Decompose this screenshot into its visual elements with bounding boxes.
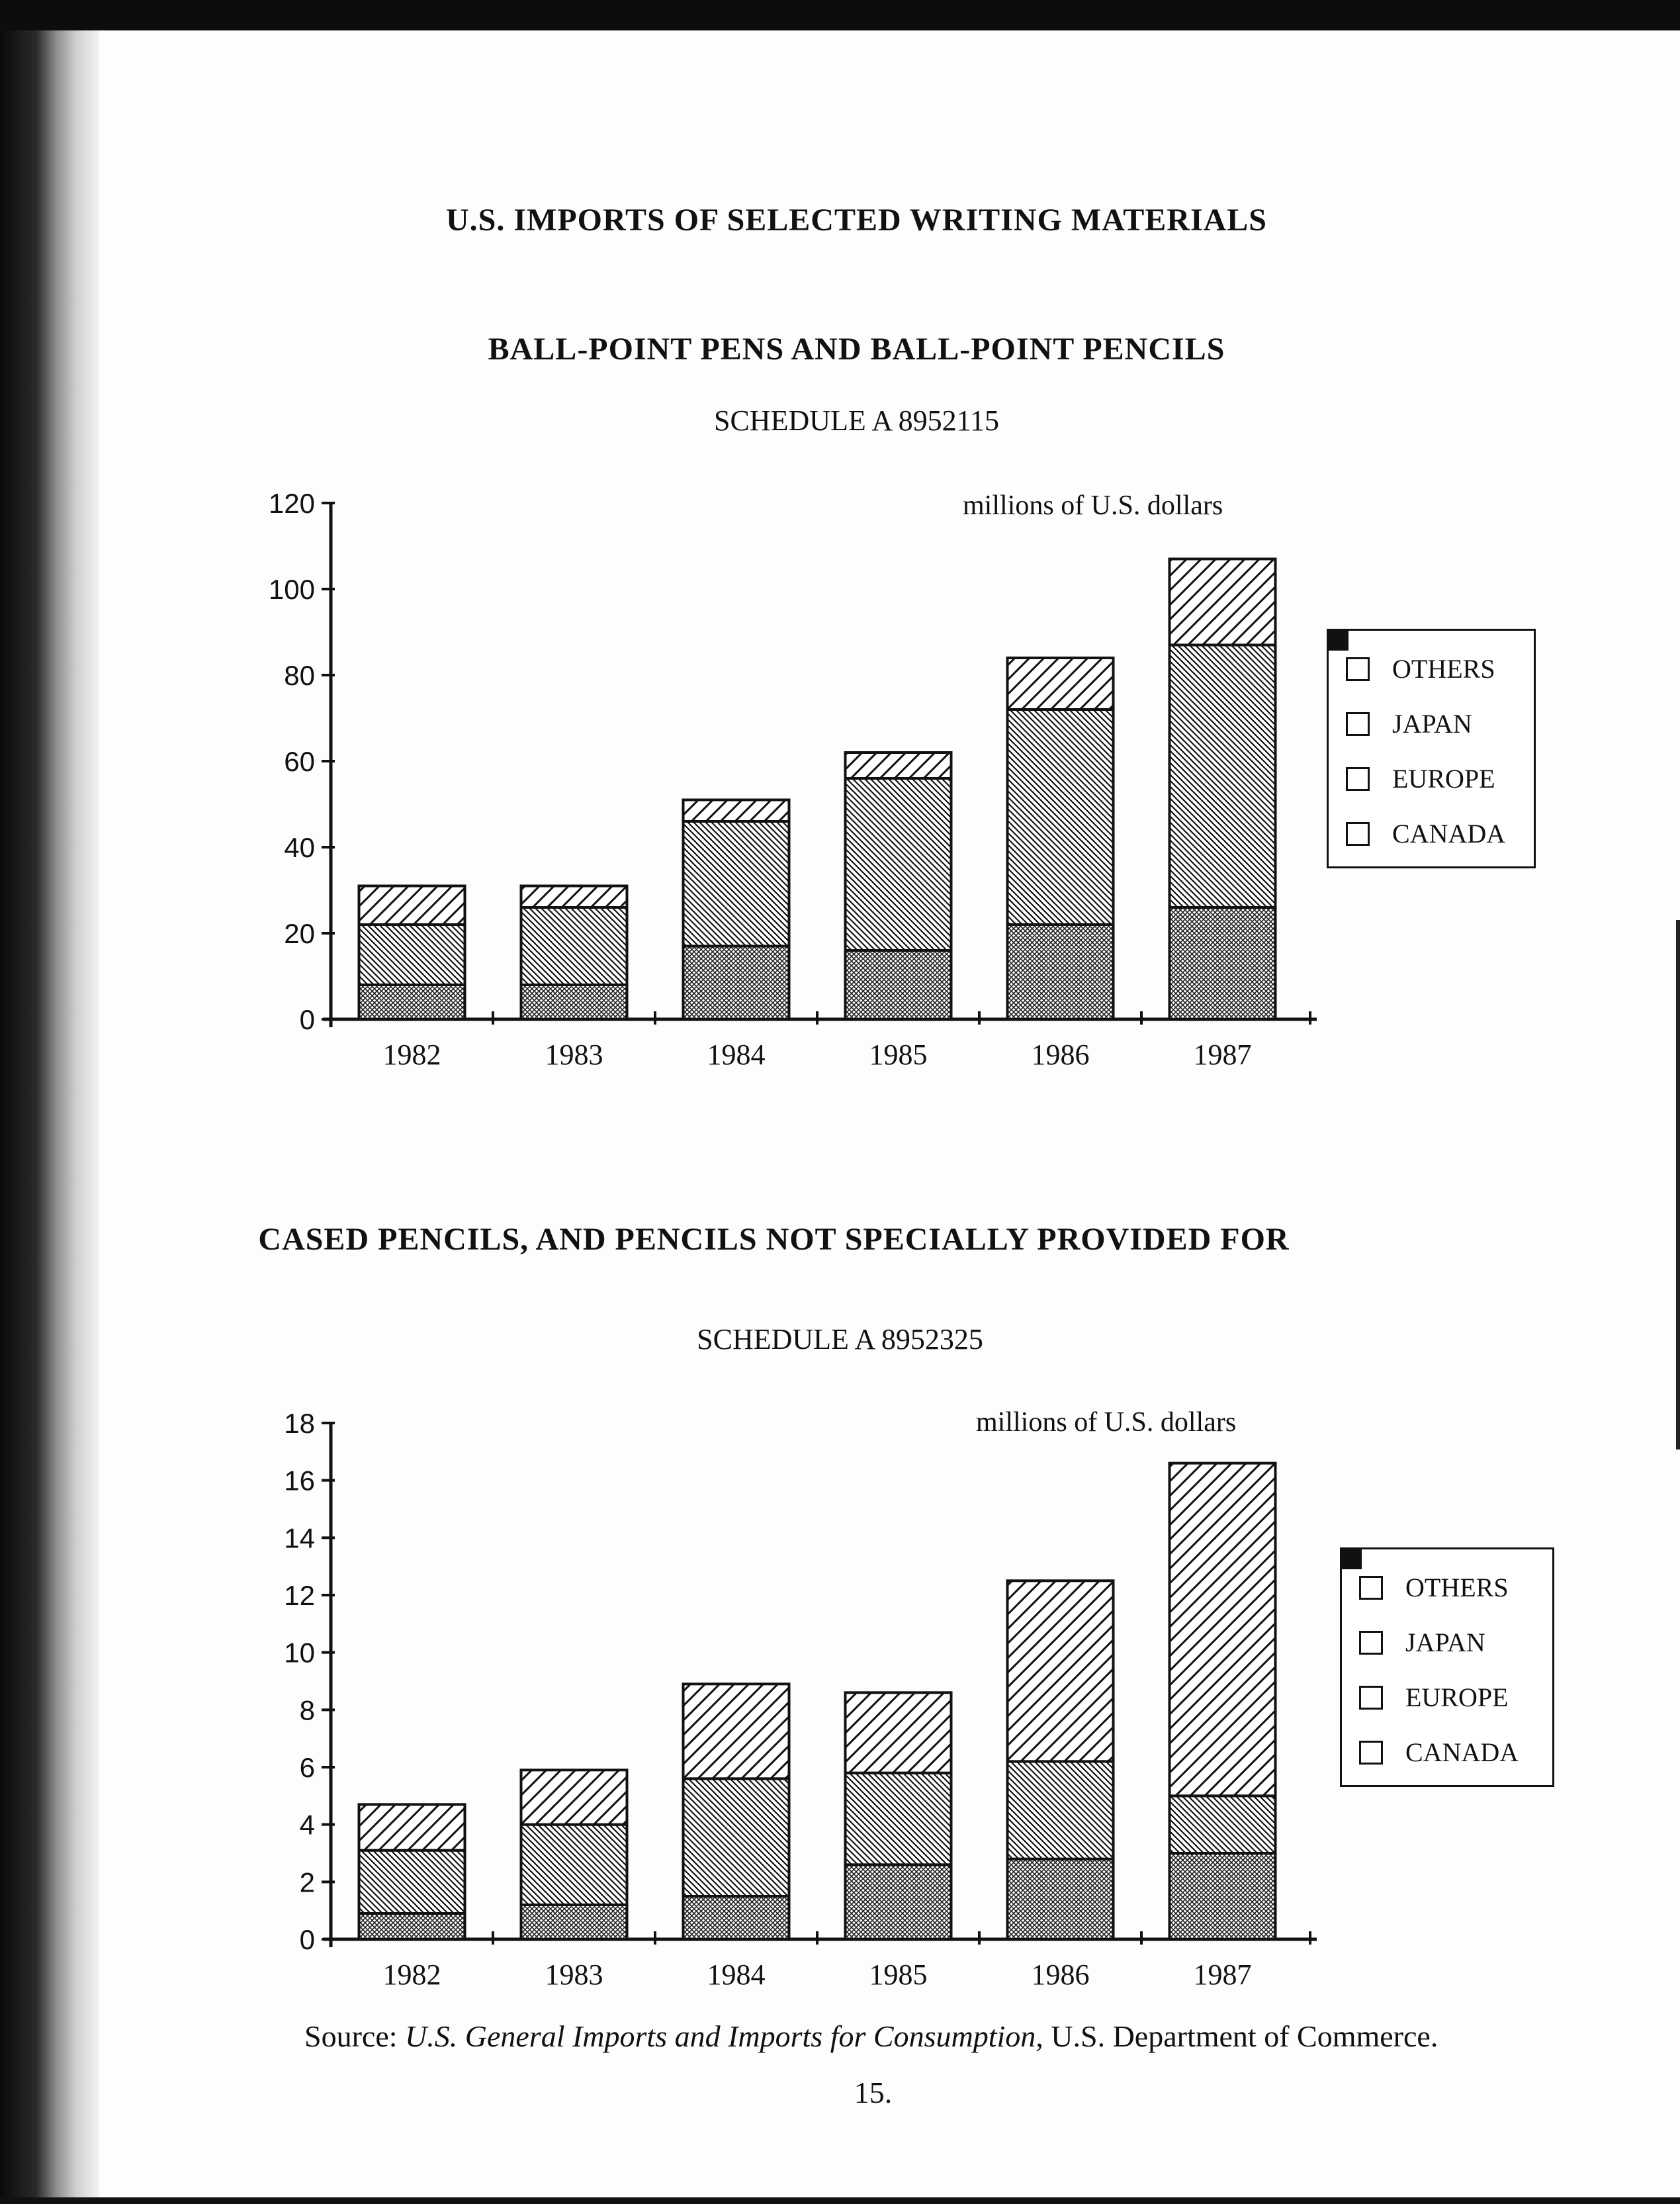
c1-bar-europe-1983 — [521, 985, 627, 1019]
c2-legend-label-others: OTHERS — [1405, 1573, 1509, 1602]
c1-bar-japan-1984 — [684, 821, 789, 946]
c2-bar-japan-1987 — [1170, 1796, 1276, 1853]
c2-y-tick-label: 14 — [284, 1522, 315, 1554]
c2-bar-europe-1983 — [521, 1905, 627, 1939]
c2-bar-others-1985 — [846, 1692, 951, 1772]
c1-bar-others-1984 — [684, 800, 789, 822]
c1-x-tick-label: 1985 — [869, 1038, 928, 1071]
chart-2-unit-label: millions of U.S. dollars — [976, 1407, 1237, 1438]
c1-legend-swatch-canada — [1346, 822, 1370, 846]
c2-legend-label-canada: CANADA — [1405, 1737, 1519, 1767]
c2-bar-japan-1984 — [684, 1778, 789, 1896]
c2-bar-others-1987 — [1170, 1463, 1276, 1796]
c2-y-tick-label: 8 — [299, 1694, 315, 1726]
c2-x-tick-label: 1982 — [382, 1958, 441, 1991]
c1-y-tick-label: 20 — [284, 918, 315, 949]
c2-bar-others-1984 — [684, 1684, 789, 1778]
page-title: U.S. IMPORTS OF SELECTED WRITING MATERIALS — [446, 203, 1267, 238]
source-citation — [304, 2019, 1438, 2054]
c2-y-tick-label: 0 — [299, 1924, 315, 1955]
c2-bar-others-1983 — [521, 1770, 627, 1824]
chart-2 — [199, 1390, 1588, 1991]
c2-x-tick-label: 1987 — [1193, 1958, 1252, 1991]
c2-x-tick-label: 1985 — [869, 1958, 928, 1991]
c1-bar-japan-1983 — [521, 907, 627, 985]
c1-y-tick-label: 40 — [284, 832, 315, 863]
c2-bar-europe-1986 — [1008, 1859, 1114, 1939]
c1-bar-others-1986 — [1008, 658, 1114, 710]
c2-bar-europe-1987 — [1170, 1853, 1276, 1939]
c2-bar-japan-1983 — [521, 1825, 627, 1905]
c1-x-tick-label: 1982 — [382, 1038, 441, 1071]
c1-bar-others-1982 — [359, 886, 465, 925]
c2-legend-label-japan: JAPAN — [1405, 1628, 1485, 1657]
c2-y-tick-label: 10 — [284, 1637, 315, 1669]
c1-bar-europe-1987 — [1170, 907, 1276, 1019]
c2-legend-label-europe: EUROPE — [1405, 1682, 1509, 1712]
page-number: 15. — [854, 2076, 893, 2109]
c1-y-tick-label: 120 — [268, 488, 315, 519]
scan-bottom-border — [0, 2197, 1680, 2204]
c1-bar-japan-1986 — [1008, 710, 1114, 925]
c1-legend-label-others: OTHERS — [1392, 654, 1495, 684]
c2-bar-europe-1985 — [846, 1864, 951, 1939]
c1-x-tick-label: 1984 — [707, 1038, 766, 1071]
c1-x-tick-label: 1983 — [545, 1038, 603, 1071]
c1-bar-japan-1985 — [846, 778, 951, 950]
chart-1-unit-label: millions of U.S. dollars — [963, 490, 1223, 521]
c2-x-tick-label: 1983 — [545, 1958, 603, 1991]
c2-legend-item-canada — [1359, 1725, 1536, 1780]
c2-y-tick-label: 6 — [299, 1752, 315, 1783]
chart-2-subtitle: SCHEDULE A 8952325 — [697, 1323, 983, 1355]
chart-1-subtitle: SCHEDULE A 8952115 — [713, 404, 1000, 437]
c1-bar-others-1985 — [846, 753, 951, 778]
c2-y-tick-label: 18 — [284, 1408, 315, 1439]
c1-legend-label-europe: EUROPE — [1392, 764, 1495, 794]
c1-bar-europe-1982 — [359, 985, 465, 1019]
chart-1 — [199, 470, 1588, 1071]
source-publication: U.S. General Imports and Imports for Consumption, — [405, 2019, 1043, 2053]
c2-bar-japan-1982 — [359, 1851, 465, 1913]
c2-y-tick-label: 4 — [299, 1809, 315, 1841]
c2-bar-japan-1986 — [1008, 1761, 1114, 1859]
c1-y-tick-label: 60 — [284, 746, 315, 777]
c1-legend-label-japan: JAPAN — [1392, 709, 1472, 739]
source-publisher: U.S. Department of Commerce. — [1043, 2019, 1438, 2053]
c2-bar-others-1982 — [359, 1804, 465, 1850]
c2-y-tick-label: 2 — [299, 1866, 315, 1898]
c2-y-tick-label: 12 — [284, 1580, 315, 1611]
source-label: Source: — [304, 2019, 398, 2053]
c1-bar-europe-1985 — [846, 950, 951, 1019]
scan-top-border — [0, 0, 1680, 30]
c1-bar-japan-1987 — [1170, 645, 1276, 908]
c1-y-tick-label: 0 — [299, 1004, 315, 1035]
c2-bar-others-1986 — [1008, 1581, 1114, 1761]
c1-legend-label-canada: CANADA — [1392, 819, 1506, 849]
chart-2-legend — [1340, 1547, 1554, 1787]
c1-legend-item-canada — [1346, 806, 1518, 861]
c1-x-tick-label: 1986 — [1031, 1038, 1090, 1071]
c1-bar-europe-1984 — [684, 946, 789, 1020]
c2-y-tick-label: 16 — [284, 1465, 315, 1496]
c2-bar-japan-1985 — [846, 1773, 951, 1865]
c2-bar-europe-1984 — [684, 1896, 789, 1939]
c1-x-tick-label: 1987 — [1193, 1038, 1252, 1071]
c1-bar-europe-1986 — [1008, 925, 1114, 1019]
c1-bar-japan-1982 — [359, 925, 465, 985]
c1-y-tick-label: 80 — [284, 660, 315, 691]
c1-y-tick-label: 100 — [268, 574, 315, 605]
chart-2-title: CASED PENCILS, AND PENCILS NOT SPECIALLY PROVIDED FOR — [258, 1222, 1290, 1257]
c2-x-tick-label: 1986 — [1031, 1958, 1090, 1991]
chart-1-legend — [1327, 629, 1536, 868]
c2-bar-europe-1982 — [359, 1913, 465, 1939]
c1-bar-others-1987 — [1170, 559, 1276, 645]
chart-1-title: BALL-POINT PENS AND BALL-POINT PENCILS — [488, 332, 1225, 367]
c2-x-tick-label: 1984 — [707, 1958, 766, 1991]
c2-legend-swatch-canada — [1359, 1741, 1383, 1765]
c1-bar-others-1983 — [521, 886, 627, 908]
